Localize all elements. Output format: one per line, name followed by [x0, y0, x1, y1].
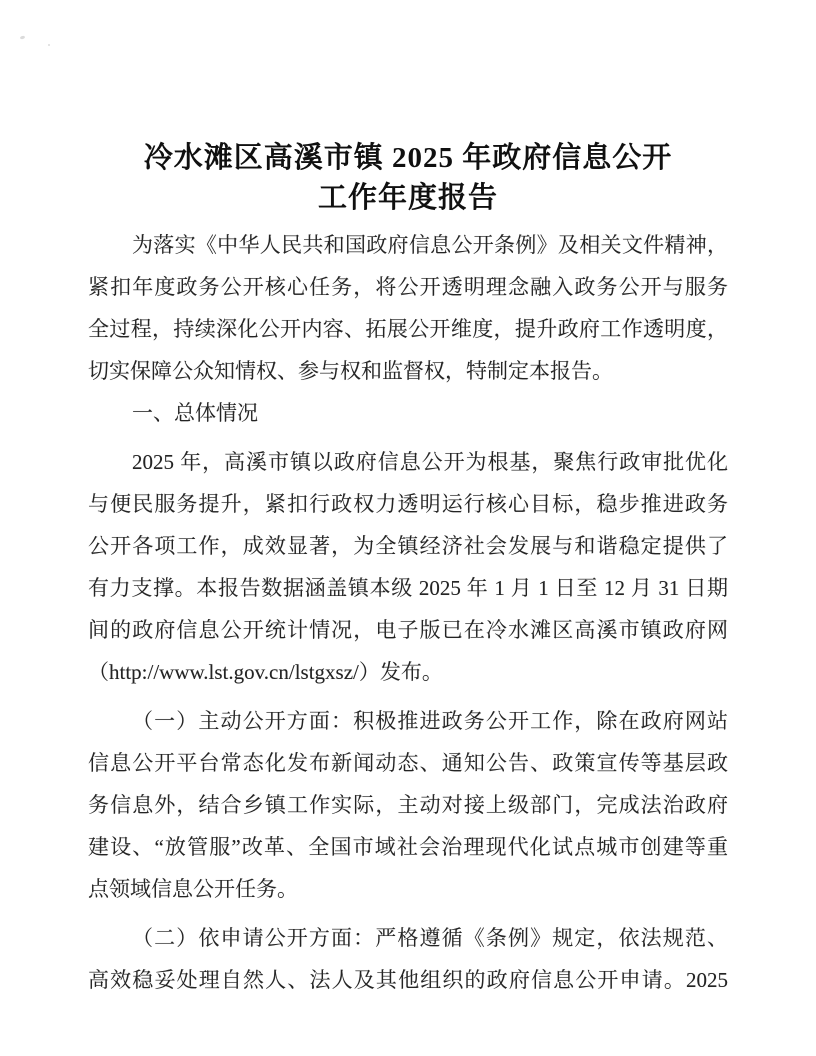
- text-line: 高效稳妥处理自然人、法人及其他组织的政府信息公开申请。2025: [88, 968, 728, 992]
- text-line: 全过程，持续深化公开内容、拓展公开维度，提升政府工作透明度，: [88, 317, 728, 341]
- text-line: 与便民服务提升，紧扣行政权力透明运行核心目标，稳步推进政务: [88, 492, 728, 516]
- document-content: [88, 138, 728, 1001]
- text-line: 间的政府信息公开统计情况，电子版已在冷水滩区高溪市镇政府网: [88, 618, 728, 642]
- paragraph: [88, 700, 728, 910]
- text-line: 一、总体情况: [132, 401, 258, 425]
- text-line: 紧扣年度政务公开核心任务，将公开透明理念融入政务公开与服务: [88, 275, 728, 299]
- scan-artifact: [20, 35, 26, 39]
- text-line: 2025 年，高溪市镇以政府信息公开为根基，聚焦行政审批优化: [132, 450, 728, 474]
- text-line: 切实保障公众知情权、参与权和监督权，特制定本报告。: [88, 359, 613, 383]
- text-line: 信息公开平台常态化发布新闻动态、通知公告、政策宣传等基层政: [88, 751, 728, 775]
- text-line: 有力支撑。本报告数据涵盖镇本级 2025 年 1 月 1 日至 12 月 31 日期: [88, 576, 728, 600]
- text-line: （二）依申请公开方面：严格遵循《条例》规定，依法规范、: [132, 926, 728, 950]
- paragraph: [88, 441, 728, 693]
- document-title-line-1: 冷水滩区高溪市镇 2025 年政府信息公开: [143, 142, 673, 174]
- document-title: [88, 138, 728, 218]
- text-line: （http://www.lst.gov.cn/lstgxsz/）发布。: [88, 660, 443, 684]
- document-title-line-2: 工作年度报告: [317, 182, 498, 214]
- text-line: 为落实《中华人民共和国政府信息公开条例》及相关文件精神，: [132, 233, 728, 257]
- paragraph: [88, 224, 728, 392]
- section-heading: [88, 392, 728, 434]
- text-line: 务信息外，结合乡镇工作实际，主动对接上级部门，完成法治政府: [88, 793, 728, 817]
- document-body: [88, 224, 728, 1001]
- scan-artifact: [48, 44, 50, 46]
- paragraph: [88, 917, 728, 1001]
- text-line: 公开各项工作，成效显著，为全镇经济社会发展与和谐稳定提供了: [88, 534, 728, 558]
- text-line: 点领域信息公开任务。: [88, 877, 298, 901]
- text-line: 建设、“放管服”改革、全国市域社会治理现代化试点城市创建等重: [88, 835, 728, 859]
- text-line: （一）主动公开方面：积极推进政务公开工作，除在政府网站: [132, 709, 728, 733]
